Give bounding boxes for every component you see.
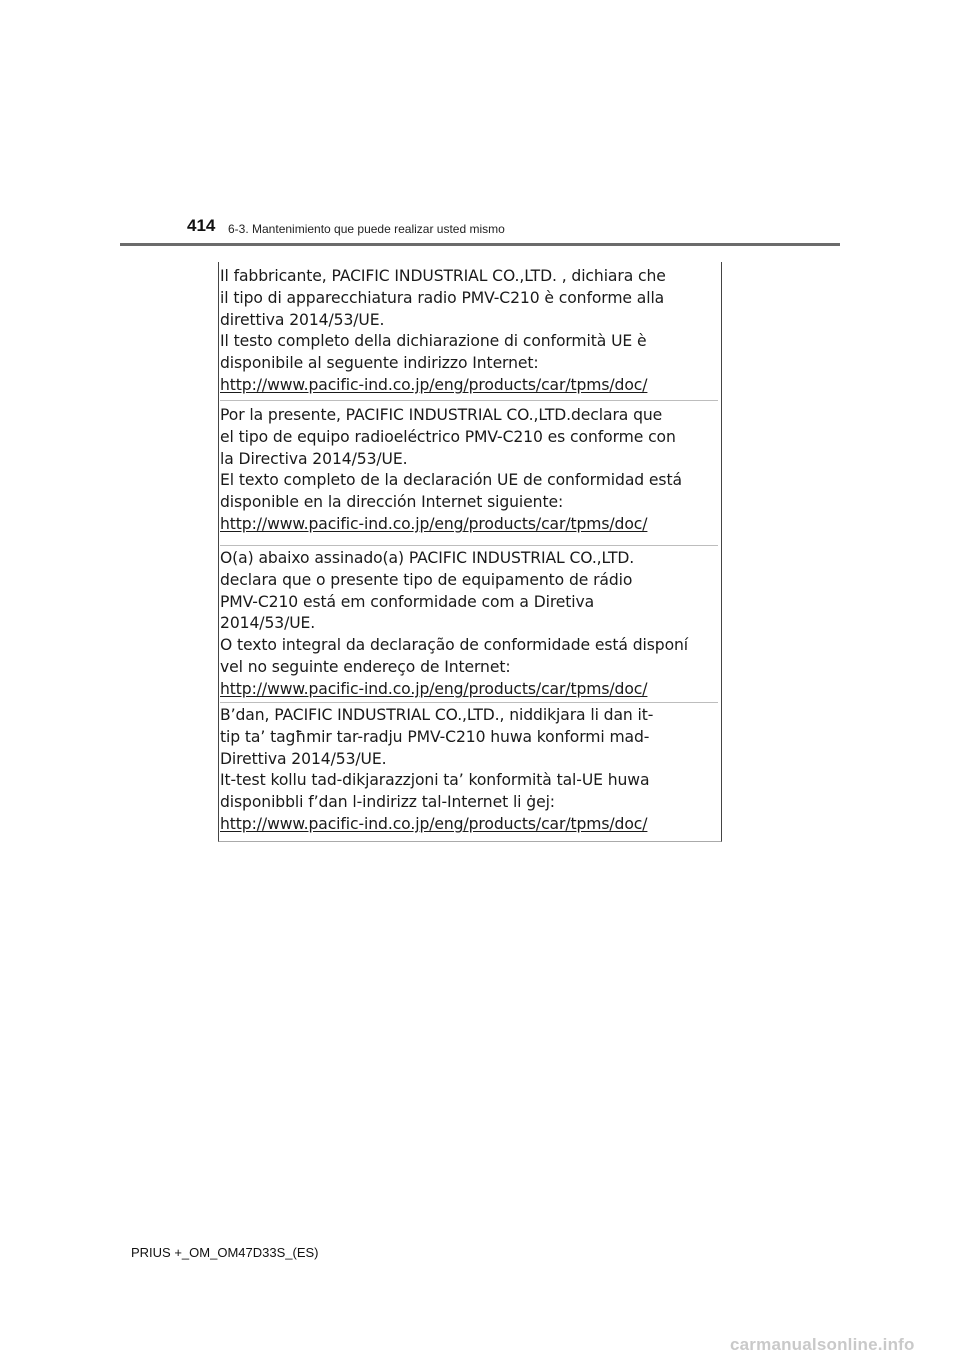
declaration-spanish bbox=[220, 405, 718, 536]
declaration-separator bbox=[220, 545, 718, 546]
declaration-portuguese bbox=[220, 548, 718, 701]
declaration-line: 2014/53/UE. bbox=[220, 614, 316, 633]
declaration-url-link[interactable]: http://www.pacific-ind.co.jp/eng/products/car/tpms/doc/ bbox=[220, 375, 648, 394]
declaration-line: PMV-C210 está em conformidade com a Diretiva bbox=[220, 592, 595, 611]
declaration-line: Il testo completo della dichiarazione di conformità UE è bbox=[220, 332, 647, 351]
declaration-line: Por la presente, PACIFIC INDUSTRIAL CO.,LTD.declara que bbox=[220, 406, 663, 424]
declaration-separator bbox=[220, 400, 718, 401]
declaration-line: el tipo de equipo radioeléctrico PMV-C210 es conforme con bbox=[220, 427, 676, 446]
declaration-line: disponible en la dirección Internet siguiente: bbox=[220, 493, 564, 512]
declaration-line: disponibile al seguente indirizzo Internet: bbox=[220, 354, 539, 373]
declaration-line: Il fabbricante, PACIFIC INDUSTRIAL CO.,LTD. , dichiara che bbox=[220, 267, 666, 285]
declaration-line: Direttiva 2014/53/UE. bbox=[220, 749, 387, 768]
watermark: carmanualsonline.info bbox=[730, 1335, 915, 1354]
declaration-line: O(a) abaixo assinado(a) PACIFIC INDUSTRIAL CO.,LTD. bbox=[220, 549, 635, 567]
declaration-url-link[interactable]: http://www.pacific-ind.co.jp/eng/products/car/tpms/doc/ bbox=[220, 814, 648, 833]
footer-doc-code: PRIUS +_OM_OM47D33S_(ES) bbox=[131, 1245, 319, 1260]
declaration-line: direttiva 2014/53/UE. bbox=[220, 310, 385, 329]
declaration-italian bbox=[220, 266, 718, 397]
declaration-line: O texto integral da declaração de conformidade está disponí bbox=[220, 636, 689, 655]
section-title: 6-3. Mantenimiento que puede realizar usted mismo bbox=[228, 222, 505, 236]
declaration-line: tip ta’ tagħmir tar-radju PMV-C210 huwa konformi mad- bbox=[220, 727, 650, 746]
page-number: 414 bbox=[187, 216, 216, 235]
declaration-line: vel no seguinte endereço de Internet: bbox=[220, 657, 511, 676]
declaration-url-link[interactable]: http://www.pacific-ind.co.jp/eng/products/car/tpms/doc/ bbox=[220, 679, 648, 698]
declaration-line: disponibbli f’dan l-indirizz tal-Internet li ġej: bbox=[220, 793, 555, 812]
declaration-line: il tipo di apparecchiatura radio PMV-C210 è conforme alla bbox=[220, 288, 665, 307]
declaration-url-link[interactable]: http://www.pacific-ind.co.jp/eng/products/car/tpms/doc/ bbox=[220, 514, 648, 533]
declaration-line: B’dan, PACIFIC INDUSTRIAL CO.,LTD., niddikjara li dan it- bbox=[220, 706, 654, 724]
declaration-line: declara que o presente tipo de equipamento de rádio bbox=[220, 570, 633, 589]
header-rule bbox=[120, 243, 840, 246]
declaration-separator bbox=[220, 702, 718, 703]
declaration-maltese bbox=[220, 705, 718, 836]
declaration-line: la Directiva 2014/53/UE. bbox=[220, 449, 408, 468]
declaration-line: El texto completo de la declaración UE de conformidad está bbox=[220, 471, 682, 490]
declaration-line: It-test kollu tad-dikjarazzjoni ta’ konformità tal-UE huwa bbox=[220, 771, 650, 790]
